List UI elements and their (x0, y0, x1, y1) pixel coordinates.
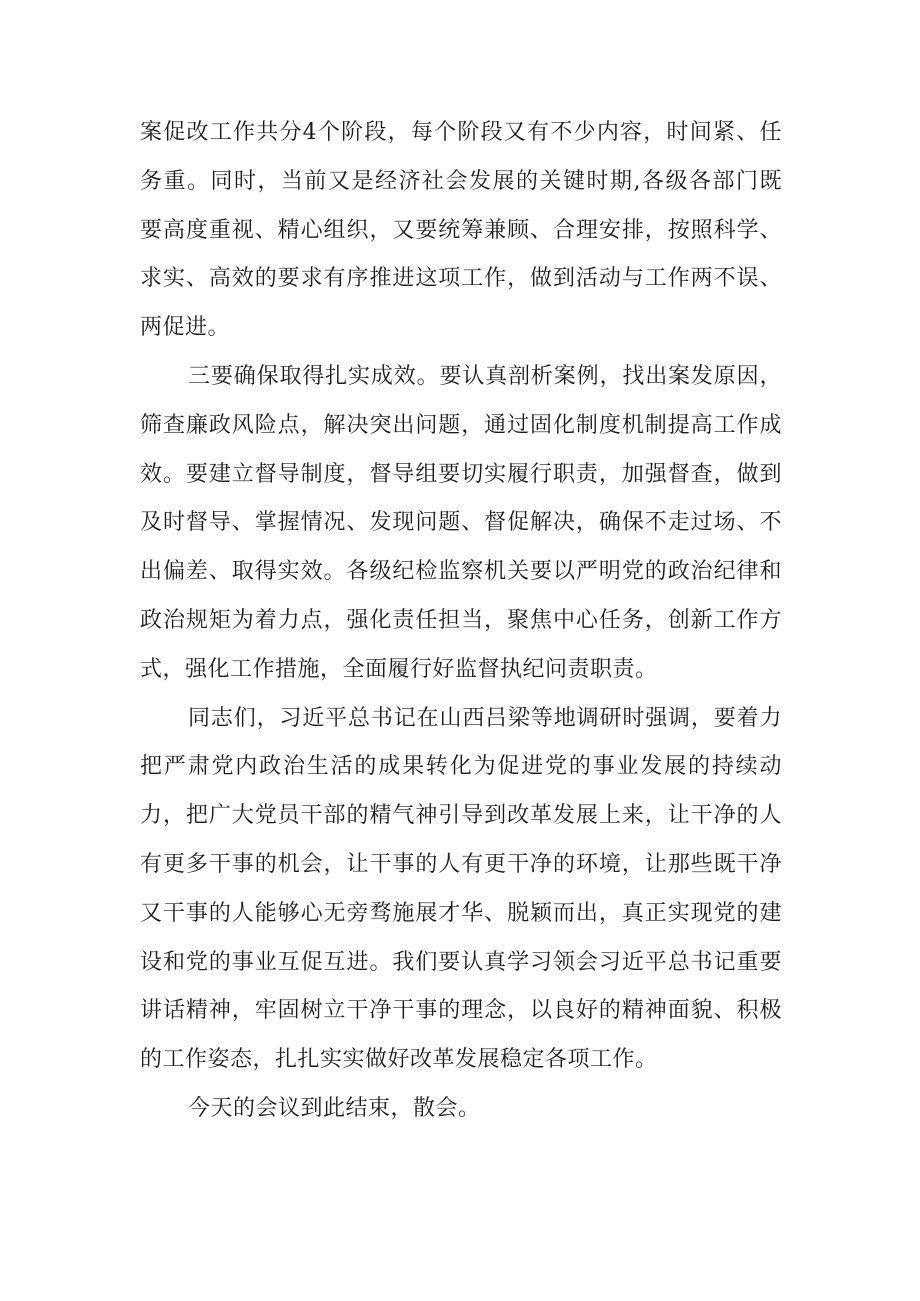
text-line: 三要确保取得扎实成效。要认真剖析案例，找出案发原因， (188, 363, 782, 389)
text-line: 力，把广大党员干部的精气神引导到改革发展上来，让干净的人 (140, 803, 782, 829)
document-body (140, 109, 782, 1134)
text-line: 又干事的人能够心无旁骛施展才华、脱颖而出，真正实现党的建 (140, 900, 782, 926)
text-line: 案促改工作共分4个阶段，每个阶段又有不少内容，时间紧、任 (140, 120, 782, 145)
text-line: 及时督导、掌握情况、发现问题、督促解决，确保不走过场、不 (140, 510, 782, 536)
text-line: 效。要建立督导制度，督导组要切实履行职责，加强督查，做到 (140, 461, 782, 487)
text-line: 筛查廉政风险点，解决突出问题，通过固化制度机制提高工作成 (140, 412, 782, 438)
text-line: 把严肃党内政治生活的成果转化为促进党的事业发展的持续动 (140, 754, 782, 780)
text-line: 今天的会议到此结束，散会。 (188, 1095, 481, 1121)
text-line: 同志们，习近平总书记在山西吕梁等地调研时强调，要着力 (188, 705, 782, 731)
text-line: 的工作姿态，扎扎实实做好改革发展稳定各项工作。 (140, 1047, 658, 1073)
text-line: 务重。同时，当前又是经济社会发展的关键时期,各级各部门既 (140, 168, 782, 194)
text-line: 求实、高效的要求有序推进这项工作，做到活动与工作两不误、 (140, 266, 782, 292)
text-line: 要高度重视、精心组织，又要统筹兼顾、合理安排，按照科学、 (140, 217, 782, 243)
text-line: 出偏差、取得实效。各级纪检监察机关要以严明党的政治纪律和 (140, 559, 782, 585)
text-line: 政治规矩为着力点，强化责任担当，聚焦中心任务，创新工作方 (140, 607, 782, 633)
text-line: 讲话精神，牢固树立干净干事的理念，以良好的精神面貌、积极 (140, 998, 782, 1024)
text-line: 式，强化工作措施，全面履行好监督执纪问责职责。 (140, 656, 658, 682)
text-line: 有更多干事的机会，让干事的人有更干净的环境，让那些既干净 (140, 851, 782, 877)
text-line: 两促进。 (140, 315, 231, 341)
text-line: 设和党的事业互促互进。我们要认真学习领会习近平总书记重要 (140, 949, 782, 975)
